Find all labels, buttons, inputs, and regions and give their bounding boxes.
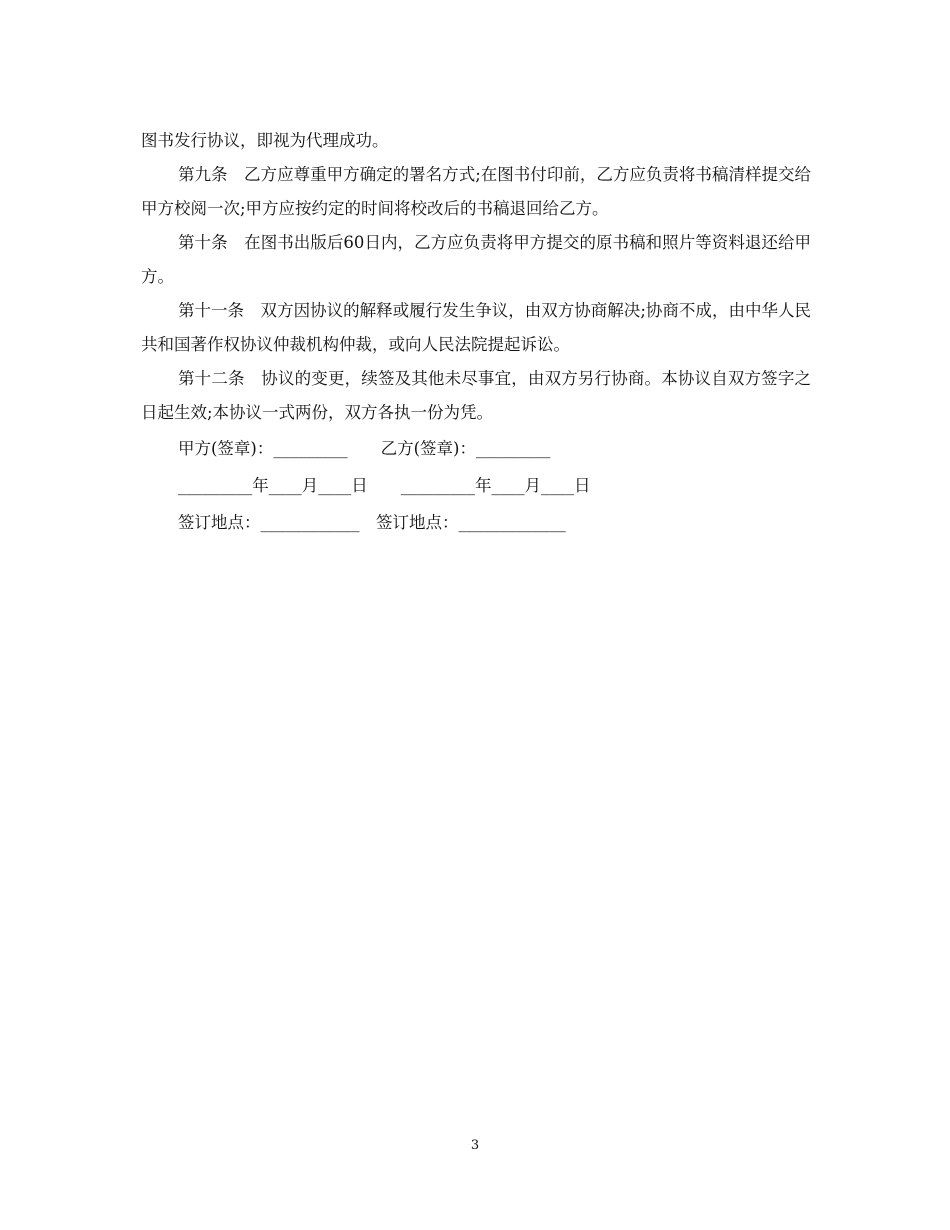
page-number: 3: [470, 1138, 480, 1153]
document-body: [141, 124, 811, 541]
article-12: 第十二条 协议的变更，续签及其他未尽事宜，由双方另行协商。本协议自双方签字之日起生效;本协议一式两份，双方各执一份为凭。: [141, 369, 811, 422]
signature-date-line: _________年____月____日 _________年____月____日: [178, 476, 591, 495]
signature-place-line: 签订地点：____________ 签订地点：_____________: [178, 513, 566, 532]
paragraph-continuation: 图书发行协议，即视为代理成功。: [141, 131, 389, 150]
signature-parties-line: 甲方(签章)：_________ 乙方(签章)：_________: [178, 439, 551, 458]
article-11: 第十一条 双方因协议的解释或履行发生争议，由双方协商解决;协商不成，由中华人民共和国著作权协议仲裁机构仲裁，或向人民法院提起诉讼。: [141, 301, 811, 354]
article-10: 第十条 在图书出版后60日内，乙方应负责将甲方提交的原书稿和照片等资料退还给甲方。: [141, 233, 811, 286]
article-9: 第九条 乙方应尊重甲方确定的署名方式;在图书付印前，乙方应负责将书稿清样提交给甲方校阅一次;甲方应按约定的时间将校改后的书稿退回给乙方。: [141, 165, 811, 218]
